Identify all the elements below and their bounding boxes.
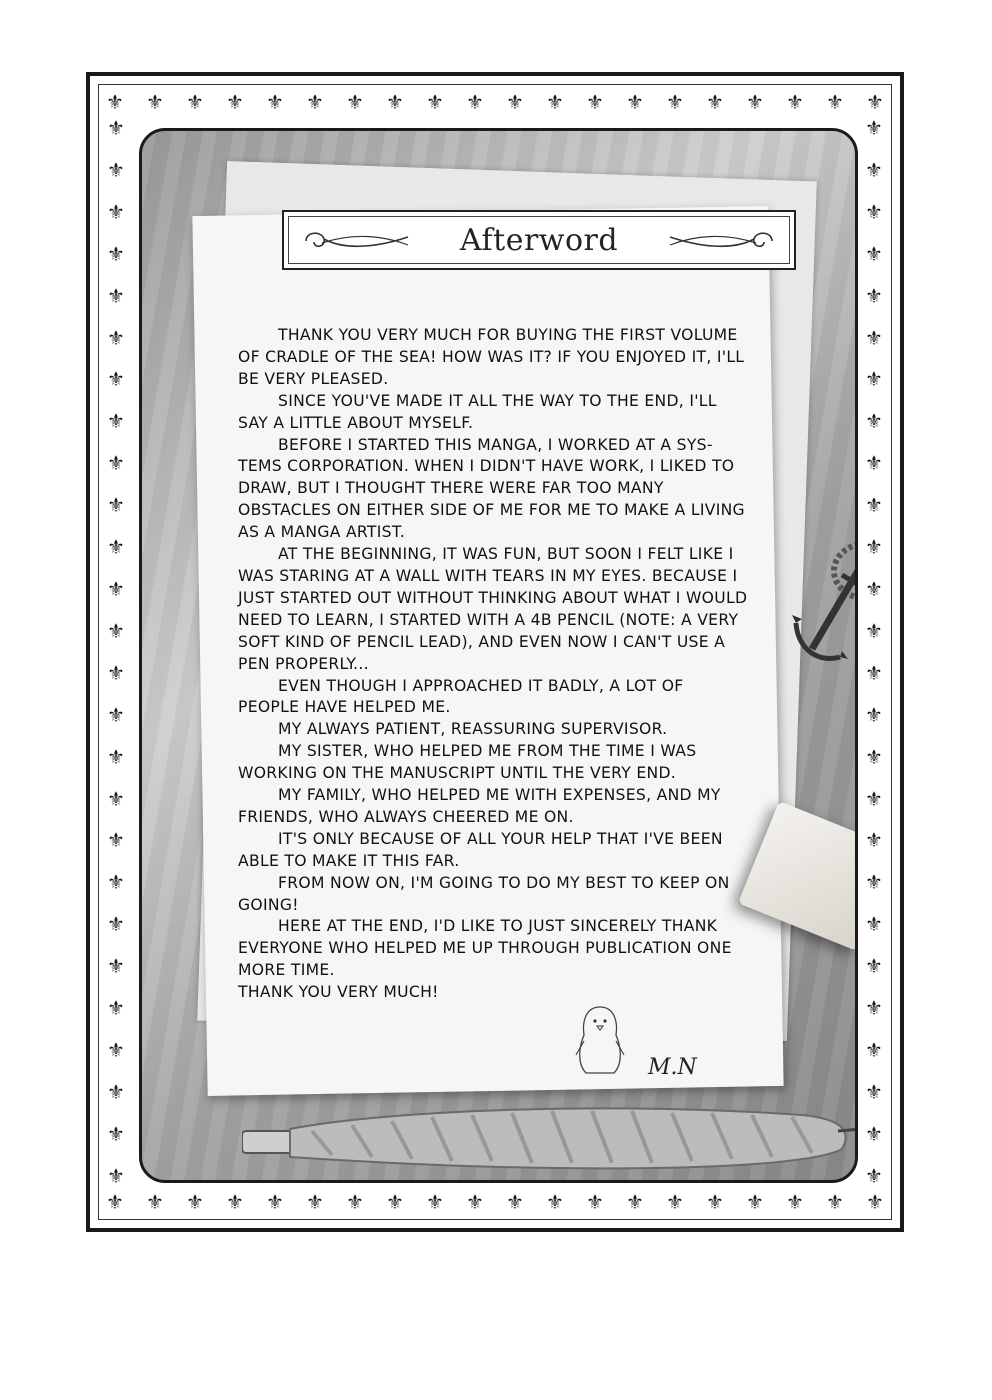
paragraph: HERE AT THE END, I'D LIKE TO JUST SINCERELY THANK EVERYONE WHO HELPED ME UP THROUGH PUBLICATION ONE MORE TIME. <box>238 917 732 980</box>
afterword-text <box>238 325 748 1004</box>
anchor-icon <box>790 531 858 671</box>
ornament-border-left: ⚜ ⚜ ⚜ ⚜ ⚜ ⚜ ⚜ ⚜ ⚜ ⚜ ⚜ ⚜ ⚜ ⚜ ⚜ ⚜ ⚜ ⚜ ⚜ ⚜ ⚜ ⚜ ⚜ ⚜ ⚜ ⚜ <box>107 116 125 1188</box>
paragraph: AT THE BEGINNING, IT WAS FUN, BUT SOON I FELT LIKE I WAS STARING AT A WALL WITH TEARS IN MY EYES. BECAUSE I JUST STARTED OUT WITHOUT THINKING ABOUT WHAT I WOULD NEED TO LEARN, I STARTED WITH A 4B PENCIL (NOTE: A VERY SOFT KIND OF PENCIL LEAD), AND EVEN NOW I CAN'T USE A PEN PROPERLY... <box>238 545 748 673</box>
pencil-icon <box>242 1091 858 1183</box>
ornament-border-right: ⚜ ⚜ ⚜ ⚜ ⚜ ⚜ ⚜ ⚜ ⚜ ⚜ ⚜ ⚜ ⚜ ⚜ ⚜ ⚜ ⚜ ⚜ ⚜ ⚜ ⚜ ⚜ ⚜ ⚜ ⚜ ⚜ <box>865 116 883 1188</box>
title-banner <box>282 210 796 270</box>
swirl-icon <box>666 227 776 255</box>
paragraph: FROM NOW ON, I'M GOING TO DO MY BEST TO KEEP ON GOING! <box>238 873 730 914</box>
ornament-border-bottom: ⚜ ⚜ ⚜ ⚜ ⚜ ⚜ ⚜ ⚜ ⚜ ⚜ ⚜ ⚜ ⚜ ⚜ ⚜ ⚜ ⚜ ⚜ ⚜ ⚜ <box>106 1190 884 1214</box>
ornament-border-top: ⚜ ⚜ ⚜ ⚜ ⚜ ⚜ ⚜ ⚜ ⚜ ⚜ ⚜ ⚜ ⚜ ⚜ ⚜ ⚜ ⚜ ⚜ ⚜ ⚜ <box>106 90 884 114</box>
paragraph: MY FAMILY, WHO HELPED ME WITH EXPENSES, AND MY FRIENDS, WHO ALWAYS CHEERED ME ON. <box>238 786 721 826</box>
penguin-icon <box>570 1001 630 1081</box>
photo-panel <box>139 128 858 1183</box>
swirl-icon <box>302 227 412 255</box>
closing-line: THANK YOU VERY MUCH! <box>238 983 439 1002</box>
paragraph: SINCE YOU'VE MADE IT ALL THE WAY TO THE END, I'LL SAY A LITTLE ABOUT MYSELF. <box>238 391 717 432</box>
paragraph: MY ALWAYS PATIENT, REASSURING SUPERVISOR. <box>278 720 668 739</box>
paragraph: EVEN THOUGH I APPROACHED IT BADLY, A LOT OF PEOPLE HAVE HELPED ME. <box>238 676 684 717</box>
signature: M.N <box>648 1055 697 1080</box>
page-title: Afterword <box>459 222 619 258</box>
paragraph: MY SISTER, WHO HELPED ME FROM THE TIME I WAS WORKING ON THE MANUSCRIPT UNTIL THE VERY END. <box>238 742 697 783</box>
paragraph: THANK YOU VERY MUCH FOR BUYING THE FIRST VOLUME OF CRADLE OF THE SEA! HOW WAS IT? IF YOU ENJOYED IT, I'LL BE VERY PLEASED. <box>238 326 745 388</box>
page-frame <box>86 72 904 1232</box>
paragraph: BEFORE I STARTED THIS MANGA, I WORKED AT A SYS- TEMS CORPORATION. WHEN I DIDN'T HAVE WORK, I LIKED TO DRAW, BUT I THOUGHT THERE WERE FAR TOO MANY OBSTACLES ON EITHER SIDE OF ME FOR ME TO MAKE A LIVING AS A MANGA ARTIST. <box>238 435 745 542</box>
paragraph: IT'S ONLY BECAUSE OF ALL YOUR HELP THAT I'VE BEEN ABLE TO MAKE IT THIS FAR. <box>238 829 723 870</box>
